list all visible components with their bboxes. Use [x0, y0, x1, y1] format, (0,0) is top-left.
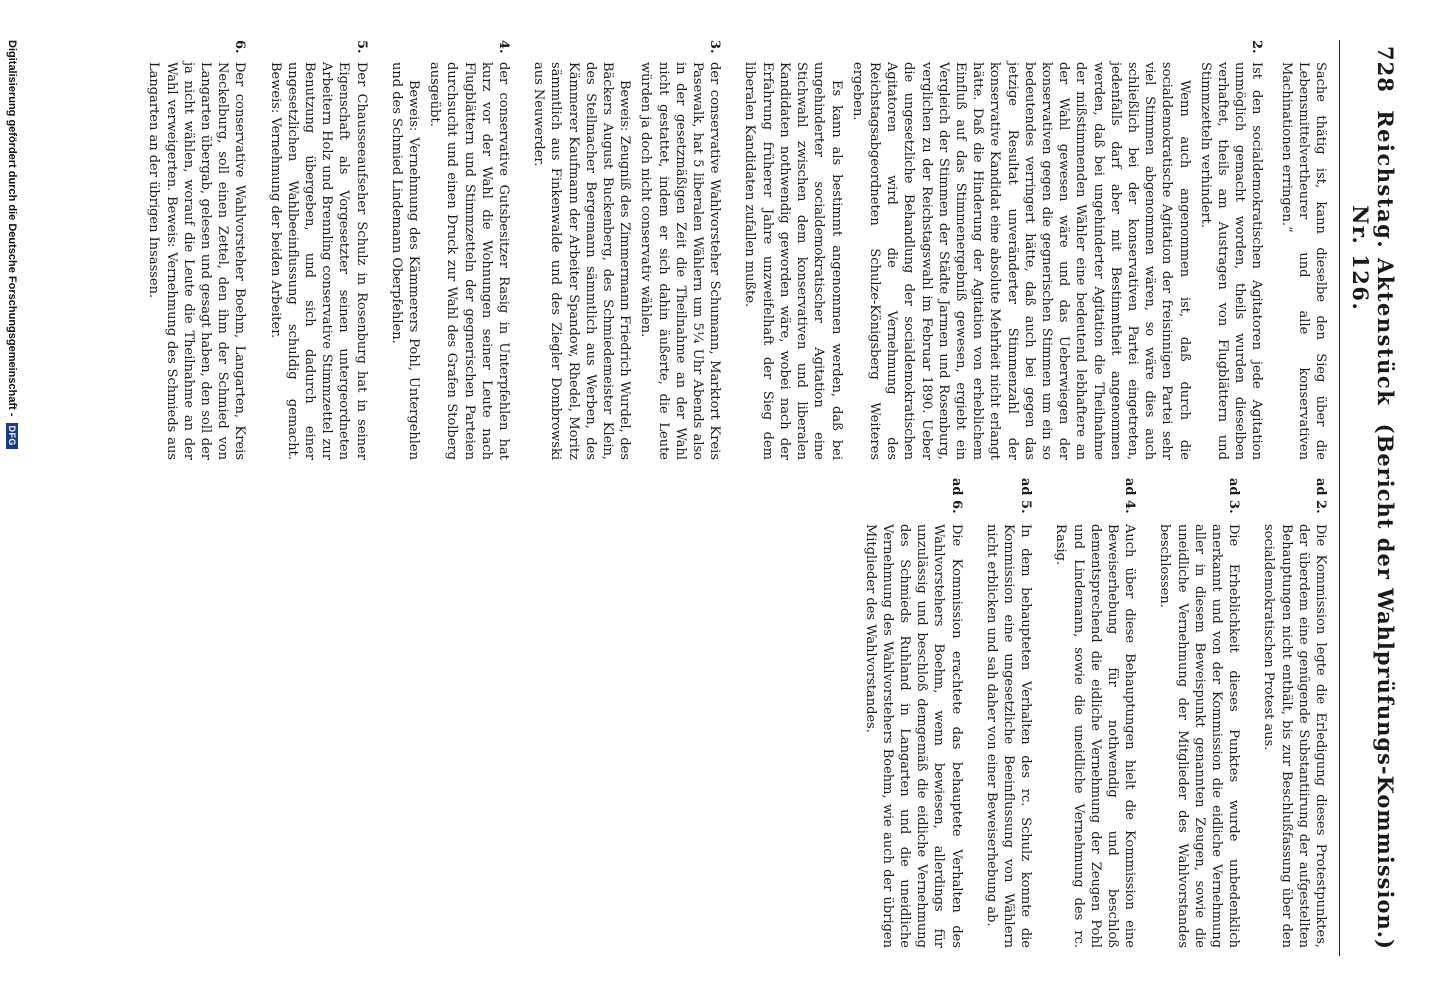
dfg-logo: DFG — [6, 423, 18, 450]
left-entry — [141, 40, 248, 460]
right-entry-body — [1048, 524, 1138, 948]
left-entry — [262, 40, 369, 460]
right-entry-number: ad 2. — [1313, 478, 1328, 514]
left-entry-number: 2. — [1249, 40, 1265, 54]
right-entry — [1256, 478, 1329, 948]
left-entry-number: 4. — [496, 40, 512, 54]
right-entry-number: ad 3. — [1226, 478, 1242, 514]
right-entry-body — [1152, 524, 1242, 948]
left-entry — [384, 40, 512, 460]
left-entry-paragraph: Der conservative Wahlvorsteher Boehm, Langarten, Kreis Neckelburg, soll einen Zettel, den ihm der Schmied von Langarten übergab, gelesen und gesagt haben, den soll der ja nicht wählen, worauf die Leute die Theilnahme an der Wahl verweigerten. Beweis: Vernehmung des Schmieds aus Langarten an der übrigen Insassen. — [146, 62, 248, 460]
left-entry-paragraph: der conservative Wahlvorsteher Schumann, Marktort Kreis Pasewalk, hat 5 liberalen Wählern um 5¼ Uhr Abends also in der gesetzmäßigen Zeit die Theilnahme an der Wahl nicht gestattet, indem er sich dahin äußerte, die Leute würden ja doch nicht conservativ wählen. — [638, 62, 723, 460]
left-entry-paragraph: der conservative Gutsbesitzer Rasig in Unterpfehlen hat kurz vor der Wahl die Wohnungen seiner Leute nach Flugblättern und Stimmzetteln der gegnerischen Parteien durchsucht und einen Druck zur Wahl des Grafen Stolberg ausgeübt. — [427, 62, 512, 460]
left-entry-body — [737, 62, 1265, 460]
right-entry-body — [857, 524, 964, 948]
left-entry-body — [384, 62, 512, 460]
left-entry-number: 3. — [707, 40, 723, 54]
page-number: 728 — [1373, 46, 1398, 93]
page-header — [1340, 40, 1398, 956]
right-entry — [979, 478, 1035, 948]
section-title: (Bericht der Wahlprüfungs-Kommission.) — [1373, 423, 1398, 950]
right-entry-number: ad 6. — [948, 478, 964, 514]
text-columns — [39, 40, 1329, 956]
right-entry-paragraph: In dem behaupteten Verhalten des rc. Schulz konnte die Kommission eine ungesetzliche Beeinflussung von Wählern nicht erblicken und sah daher von einer Beweiserhebung ab. — [983, 524, 1034, 948]
right-entry-body — [1256, 524, 1329, 948]
right-entry-paragraph: Auch über diese Behauptungen hielt die Kommission eine Beweiserhebung für nothwendig und beschloß dementsprechend die eidliche Vernehmung der Zeugen Pohl und Lindemann, sowie die uneidliche Vernehmung des rc. Rasig. — [1053, 524, 1138, 948]
document-title: Reichstag. Aktenstück Nr. 126. — [1348, 110, 1398, 407]
left-entry-paragraph: Es kann als bestimmt angenommen werden, daß bei ungehinderter socialdemokratischer Agitation eine Stichwahl zwischen dem konservativen und liberalen Kandidaten nothwendig geworden wäre, wobei nach der Erfahrung früherer Jahre unzweifelhaft der Sieg dem liberalen Kandidaten zufallen mußte. — [742, 62, 844, 460]
left-entry-paragraph: Beweis: Zeugniß des Zimmermann Friedrich Wurdel, des Bäckers August Buckenberg, des Schmiedemeister Klein, des Stellmacher Bergemann sämmtlich aus Werben, des Kämmerer Kaufmann der Arbeiter Spandow, Rhedel, Moritz sämmtlich aus Finkenwalde und des Ziegler Dombrowski aus Neuwerder. — [531, 62, 633, 460]
left-entry — [526, 40, 723, 460]
left-entry-number: 6. — [232, 40, 248, 54]
left-entry-paragraph: Wenn auch angenommen ist, daß durch die socialdemokratische Agitation der freisinnigen Partei sehr viel Stimmen abgenommen wären, so wäre dies auch schließlich bei der konservativen Partei eingetreten, jedenfalls darf aber mit Bestimmtheit angenommen werden, daß bei ungehinderter Agitation die Theilnahme der mißstimmenden Wähler eine bedeutend lebhaftere an der Wahl gewesen wäre und das Ueberwiegen der konservativen gegen die gegnerischen Stimmen um ein so bedeutendes verringert hätte, daß auch bei gegen das jetzige Resultat unveränderter Stimmenzahl der konservative Kandidat eine absolute Mehrheit nicht erlangt hätte. Daß die Hinderung der Agitation von erheblichem Einfluß auf das Stimmenergebniß gewesen, ergiebt ein Vergleich der Stimmen der Städte Jarmen und Rosenburg, verglichen zu der Reichstagswahl im Februar 1890. Ueber die ungesetzliche Behandlung der socialdemokratischen Agitatoren wird die Vernehmung des Reichstagsabgeordneten Schulze-Königsberg Weiteres ergeben. — [849, 62, 1192, 460]
left-entry-body — [262, 62, 369, 460]
right-entry — [1048, 478, 1138, 948]
left-entry-paragraph: Der Chausseeaufseher Schulz in Rosenburg hat in seiner Eigenschaft als Vorgesetzter seinen untergeordneten Arbeitern Holz und Brennling conservative Stimmzettel zur Benutzung übergeben, und sich dadurch einer ungesetzlichen Wahlbeeinflussung schuldig gemacht. Beweis: Vernehmung der beiden Arbeiter. — [267, 62, 369, 460]
right-entry — [1152, 478, 1242, 948]
left-column — [39, 40, 1329, 460]
right-entry-paragraph: Die Kommission erachtete das behauptete Verhalten des Wahlvorstehers Boehm, wenn bewiesen, allerdings für unzulässig und beschloß demgemäß die eidliche Vernehmung des Schmieds Ruhland in Langarten und die uneidliche Vernehmung des Wahlvorstehers Boehm, wie auch der übrigen Mitglieder des Wahlvorstandes. — [862, 524, 964, 948]
footer-text: Digitalisierung gefördert durch die Deutsche Forschungsgemeinschaft - — [6, 40, 18, 417]
header-rule — [1339, 40, 1340, 956]
footer — [6, 40, 18, 956]
right-entry — [857, 478, 964, 948]
right-entry-number: ad 4. — [1122, 478, 1138, 514]
right-entry-body — [979, 524, 1035, 948]
left-entry — [737, 40, 1265, 460]
right-column — [39, 478, 1329, 948]
left-entry-paragraph: Ist den socialdemokratischen Agitatoren jede Agitation unmöglich gemacht worden, theils wurden dieselben verhaftet, theils am Austragen von Flugblättern und Stimmzetteln verhindert. — [1197, 62, 1265, 460]
left-entry-number: 5. — [353, 40, 369, 54]
left-entry-body — [526, 62, 723, 460]
lead-paragraph: Sache thätig ist, kann dieselbe den Sieg über die Lebensmittelvertheurer und alle konservativen Machinationen erringen.“ — [1278, 62, 1328, 460]
right-entry-number: ad 5. — [1018, 478, 1034, 514]
right-entry-paragraph: Die Erheblichkeit dieses Punktes wurde unbedenklich anerkannt und von der Kommission die eidliche Vernehmung aller in diesem Beweispunkt genannten Zeugen, sowie die uneidliche Vernehmung der Mitglieder des Wahlvorstandes beschlossen. — [1157, 524, 1242, 948]
right-entry-paragraph: Die Kommission legte die Erledigung dieses Protestpunktes, der überdem eine genügende Substantiirung der aufgestellten Behauptungen nicht enthält, bis zur Beschlußfassung über den socialdemokratischen Protest aus. — [1261, 524, 1328, 948]
left-entry-body — [141, 62, 248, 460]
left-entry-paragraph: Beweis: Vernehmung des Kämmerers Pohl, Untergehlen und des Schmied Lindemann Oberpfehlen. — [388, 62, 422, 460]
